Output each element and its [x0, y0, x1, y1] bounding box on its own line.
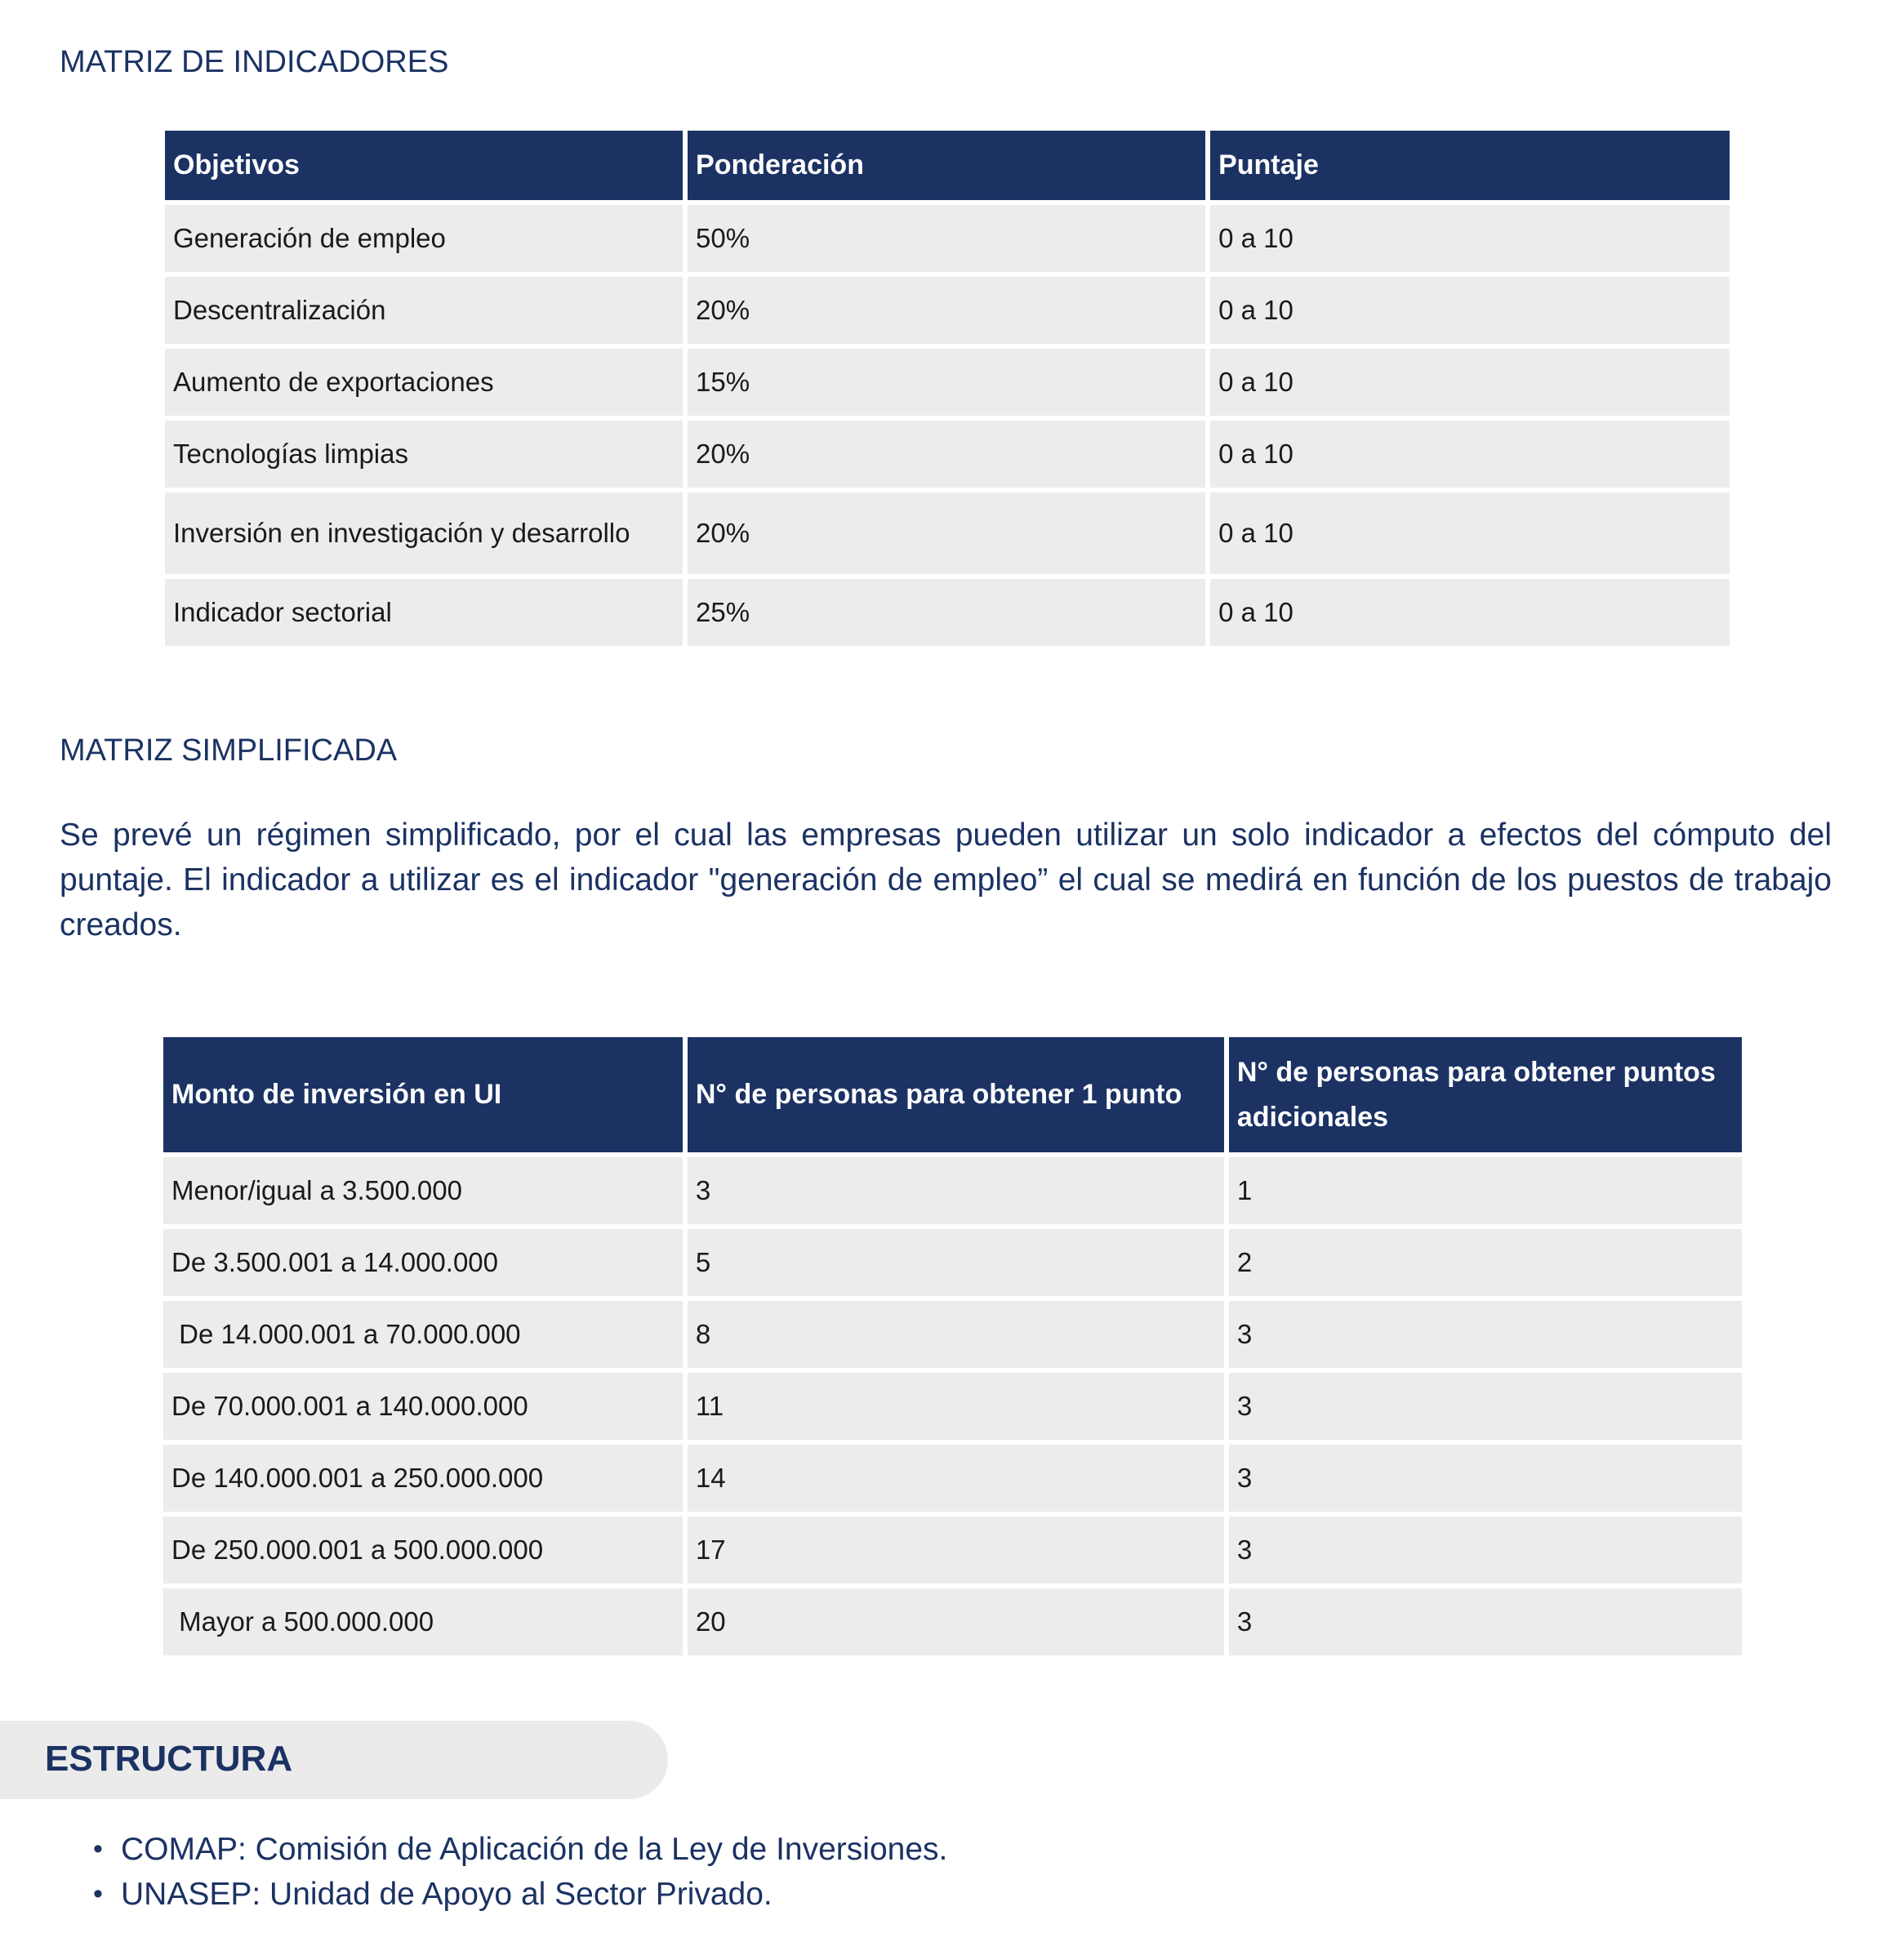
bullet-icon: • — [93, 1878, 103, 1909]
cell-objetivo: Aumento de exportaciones — [165, 349, 683, 416]
cell-personas-adicionales: 3 — [1229, 1517, 1742, 1584]
estructura-list — [93, 1827, 948, 1917]
cell-personas-adicionales: 1 — [1229, 1157, 1742, 1224]
header-puntaje: Puntaje — [1210, 131, 1730, 200]
cell-personas-1-punto: 14 — [688, 1445, 1224, 1512]
table-row — [165, 349, 1730, 416]
table-row — [163, 1373, 1742, 1440]
list-item — [93, 1872, 947, 1917]
cell-personas-adicionales: 3 — [1229, 1373, 1742, 1440]
cell-puntaje: 0 a 10 — [1210, 421, 1730, 488]
cell-ponderacion: 25% — [688, 579, 1205, 646]
table-header-row — [165, 131, 1730, 200]
cell-ponderacion: 50% — [688, 205, 1205, 272]
table-row — [163, 1301, 1742, 1368]
table-row — [163, 1517, 1742, 1584]
cell-personas-adicionales: 3 — [1229, 1301, 1742, 1368]
regimen-simplificado-paragraph: Se prevé un régimen simplificado, por el cual las empresas pueden utilizar un solo indicador a efectos del cómputo del puntaje. El indicador a utilizar es el indicador "generación de empleo” el cual se medirá en función de los puestos de trabajo creados. — [60, 817, 1832, 942]
header-personas-puntos-adicionales: N° de personas para obtener puntos adicionales — [1229, 1037, 1742, 1152]
estructura-banner — [0, 1721, 668, 1799]
cell-monto: De 250.000.001 a 500.000.000 — [163, 1517, 683, 1584]
table-row — [163, 1445, 1742, 1512]
header-objetivos: Objetivos — [165, 131, 683, 200]
matriz-indicadores-title: MATRIZ DE INDICADORES — [60, 45, 449, 79]
cell-ponderacion: 15% — [688, 349, 1205, 416]
cell-personas-adicionales: 3 — [1229, 1588, 1742, 1655]
table-row — [163, 1229, 1742, 1296]
cell-personas-1-punto: 11 — [688, 1373, 1224, 1440]
cell-objetivo: Tecnologías limpias — [165, 421, 683, 488]
cell-objetivo: Inversión en investigación y desarrollo — [165, 492, 683, 574]
cell-personas-adicionales: 2 — [1229, 1229, 1742, 1296]
cell-personas-adicionales: 3 — [1229, 1445, 1742, 1512]
cell-personas-1-punto: 17 — [688, 1517, 1224, 1584]
cell-puntaje: 0 a 10 — [1210, 349, 1730, 416]
list-item-text: COMAP: Comisión de Aplicación de la Ley de Inversiones. — [121, 1832, 948, 1867]
bullet-icon: • — [93, 1833, 103, 1864]
matriz-simplificada-title: MATRIZ SIMPLIFICADA — [60, 733, 398, 768]
cell-monto: Menor/igual a 3.500.000 — [163, 1157, 683, 1224]
table-row — [163, 1157, 1742, 1224]
table-row — [165, 579, 1730, 646]
cell-personas-1-punto: 8 — [688, 1301, 1224, 1368]
cell-puntaje: 0 a 10 — [1210, 492, 1730, 574]
table-row — [165, 492, 1730, 574]
list-item-text: UNASEP: Unidad de Apoyo al Sector Privado. — [121, 1877, 773, 1912]
cell-ponderacion: 20% — [688, 492, 1205, 574]
cell-monto: De 140.000.001 a 250.000.000 — [163, 1445, 683, 1512]
simplificada-table — [158, 1032, 1747, 1660]
cell-monto: De 14.000.001 a 70.000.000 — [163, 1301, 683, 1368]
indicadores-table — [160, 126, 1734, 651]
cell-puntaje: 0 a 10 — [1210, 277, 1730, 344]
table-row — [165, 421, 1730, 488]
header-monto-inversion: Monto de inversión en UI — [163, 1037, 683, 1152]
cell-personas-1-punto: 3 — [688, 1157, 1224, 1224]
header-personas-1-punto: N° de personas para obtener 1 punto — [688, 1037, 1224, 1152]
cell-monto: De 3.500.001 a 14.000.000 — [163, 1229, 683, 1296]
table-row — [165, 277, 1730, 344]
cell-objetivo: Descentralización — [165, 277, 683, 344]
cell-objetivo: Generación de empleo — [165, 205, 683, 272]
list-item — [93, 1827, 948, 1872]
table-row — [165, 205, 1730, 272]
cell-puntaje: 0 a 10 — [1210, 205, 1730, 272]
cell-monto: Mayor a 500.000.000 — [163, 1588, 683, 1655]
cell-personas-1-punto: 5 — [688, 1229, 1224, 1296]
cell-objetivo: Indicador sectorial — [165, 579, 683, 646]
table-header-row — [163, 1037, 1742, 1152]
cell-monto: De 70.000.001 a 140.000.000 — [163, 1373, 683, 1440]
cell-personas-1-punto: 20 — [688, 1588, 1224, 1655]
estructura-title: ESTRUCTURA — [45, 1739, 293, 1779]
cell-puntaje: 0 a 10 — [1210, 579, 1730, 646]
header-ponderacion: Ponderación — [688, 131, 1205, 200]
cell-ponderacion: 20% — [688, 277, 1205, 344]
table-row — [163, 1588, 1742, 1655]
cell-ponderacion: 20% — [688, 421, 1205, 488]
